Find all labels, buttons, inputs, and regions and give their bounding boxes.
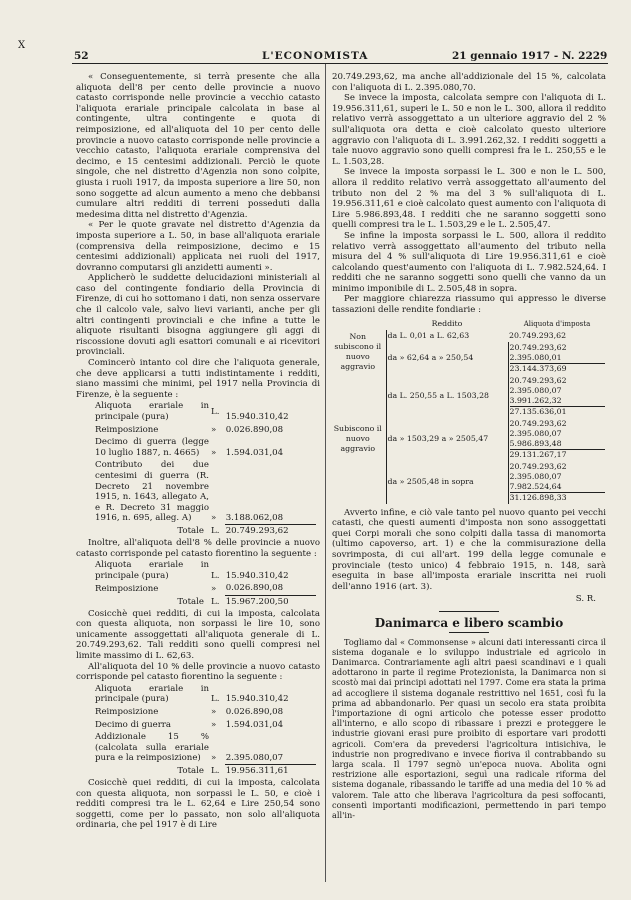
- article-title: Danimarca e libero scambio: [374, 616, 564, 630]
- section-divider: [439, 611, 499, 612]
- table-row: Aliquota erariale in principale (pura) L. 15.940.310,42: [95, 683, 289, 705]
- table-row: Subiscono il nuovo aggravio da L. 250,55 a L. 1503,28 20.749.293,62 2.395.080,07 3.991.262,32 27.135.636,01: [332, 375, 606, 418]
- summary-table: [332, 318, 606, 504]
- paragraph: Comincerò intanto col dire che l'aliquota generale, che deve applicarsi a tutti indistintamente i redditi, siano massimi che minimi, pel 1917 nella Provincia di Firenze, è la seguente :: [76, 358, 320, 400]
- paragraph: Se invece la imposta, calcolata sempre con l'aliquota di L. 19.956.311,61, superi le L. 50 e non le L. 300, allora il reddito relativo verrà assoggettato a un ulteriore aggravio del 2 % sull'aliquota ora detta e cioè calcolato questo ulteriore aggravio con l'aliquota di L. 3.991.262,32. I redditi soggetti a tale nuovo aggravio sono quelli compresi fra le L. 250,55 e le L. 1.503,28.: [332, 93, 606, 167]
- group-label: Non subiscono il nuovo aggravio: [332, 330, 386, 375]
- table-row: Reimposizione » 0.026.890,08: [95, 424, 284, 435]
- paragraph: « Per le quote gravate nel distretto d'Agenzia da imposta superiore a L. 50, in base all'aliquota erariale (comprensiva della reimposizione, decimo e 15 centesimi addizionali) applicata nei ruoli del 1917, dovranno computarsi gli anzidetti aumenti ».: [76, 220, 320, 273]
- journal-title: L'ECONOMISTA: [262, 50, 369, 62]
- title-rule: [449, 632, 489, 633]
- aliquota-table-2: [94, 559, 316, 608]
- paragraph: Avverto infine, e ciò vale tanto pel nuovo quanto pei vecchi catasti, che questi aumenti d'imposta non sono assoggettati quei Corpi morali che sono colpiti dalla tassa di manomorta (ultimo capoverso, art. 1) e che la commisurazione della sovrimposta, di cui all'art. 199 della legge comunale e provinciale (testo unico) 4 febbraio 1915, n. 148, sarà eseguita in base all'imposta erariale inscritta nei ruoli dell'anno 1916 (art. 3).: [332, 507, 606, 592]
- aliquota-table-3: [94, 683, 316, 778]
- header-rule: [72, 63, 608, 64]
- table-row: da » 62,64 a » 250,54 20.749.293,62 2.395.080,01 23.144.373,69: [332, 342, 606, 375]
- table-row: Contributo dei due centesimi di guerra (R. Decreto 21 novembre 1915, n. 1643, allegato A, e R. Decreto 31 maggio 1916, n. 695, alleg. A) » 3.188.062,08: [94, 459, 316, 525]
- table-row: Decimo di guerra » 1.594.031,04: [95, 719, 284, 730]
- paragraph: All'aliquota del 10 % delle provincie a nuovo catasto corrisponde pel catasto fiorentino la seguente :: [76, 661, 320, 683]
- paragraph: Applicherò le suddette delucidazioni ministeriali al caso del contingente fondiario della Provincia di Firenze, di cui ho sottomano i dati, non senza osservare che il calcolo vale, salvo lievi varianti, anche per gli altri contingenti provinciali e che infine a tutte le aliquote risultanti bisogna aggiungere gli aggi di riscossione dovuti agli esattori comunali e ai ricevitori provinciali.: [76, 273, 320, 358]
- paragraph: Cosicchè quei redditi, di cui la imposta, calcolata con questa aliquota, non sorpassi le L. 50, e cioè i redditi compresi tra le L. 62,64 e Lire 250,54 sono soggetti, come per lo passato, non solo all'aliquota ordinaria, che pel 1917 è di Lire: [76, 778, 320, 831]
- paragraph: « Conseguentemente, si terrà presente che alla aliquota dell'8 per cento delle provincie a nuovo catasto corrisponde nelle provincie a vecchio catasto l'aliquota erariale principale calcolata in base al contingente, ultra contingente e quota di reimposizione, ed all'aliquota del 10 per cento delle provincie a nuovo catasto corrisponde nelle provincie a vecchio catasto, l'aliquota erariale comprensiva del decimo, e 15 centesimi addizionali. Perciò le quote singole, che nel distretto d'Agenzia non sono colpite, giusta i ruoli 1917, da imposta superiore a lire 50, non sono soggette ad alcun aumento a meno che debbansi cumulare altri redditi di terreni posseduti dalla medesima ditta nel distretto d'Agenzia.: [76, 72, 320, 220]
- page-number: 52: [74, 50, 89, 62]
- total-row: Totale L. 20.749.293,62: [177, 526, 289, 537]
- table-row: da » 2505,48 in sopra 20.749.293,62 2.395.080,07 7.982.524,64 31.126.898,33: [332, 461, 606, 504]
- paragraph: Togliamo dal « Commonsense » alcuni dati interessanti circa il sistema doganale e lo sviluppo industriale ed agricolo in Danimarca. Contrariamente agli altri paesi scandinavi e i quali adottarono in parte il regime Protezionista, la Danimarca non si scostò mai dai principi adottati nel 1797. Come era stata la prima ad accogliere il sistema doganale restrittivo nel 1651, così fu la prima ad abbandonarlo. Per quasi un secolo era stata proibita l'importazione di ogni articolo che potesse esser prodotto all'interno, e allo scopo di ribassare i prezzi e proteggere le industrie giovani erasi pure proibito di esportare vari prodotti agricoli. Com'era da prevedersi l'agricoltura intisichiva, le industrie non progredivano e invece fioriva il contrabbando su larga scala. Il 1797 segnò un'epoca nuova. Abolita ogni restrizione alle esportazioni, seguì una radicale riforma del sistema doganale, ribassando le tariffe ad una media del 10 % ad valorem. Tale atto che liberava l'agricoltura da pesi soffocanti, consentì importanti modificazioni, permettendo in pari tempo all'in-: [332, 636, 606, 821]
- right-column: [332, 72, 606, 820]
- page-header: [0, 4, 631, 62]
- paragraph: Se infine la imposta sorpassi le L. 500, allora il reddito relativo verrà assoggettato all'aumento del tributo nella misura del 4 % sull'aliquota di Lire 19.956.311,61 e cioè calcolando quest'aumento con l'aliquota di L. 7.982.524,64. I redditi che ne saranno soggetti sono quelli che vanno da un minimo imponibile di L. 2.505,48 in sopra.: [332, 230, 606, 294]
- table-row: Reimposizione » 0.026.890,08: [94, 582, 316, 595]
- table-row: Aliquota erariale in principale (pura) L. 15.940.310,42: [95, 401, 289, 422]
- group-label: Subiscono il nuovo aggravio: [332, 375, 386, 504]
- table-row: da » 1503,29 a » 2505,47 20.749.293,62 2.395.080,07 5.986.893,48 29.131.267,17: [332, 418, 606, 461]
- table-row: Decimo di guerra (legge 10 luglio 1887, n. 4665) » 1.594.031,04: [95, 437, 284, 458]
- column-divider: [325, 64, 326, 882]
- left-column: [76, 72, 320, 831]
- table-row: Non subiscono il nuovo aggravio da L. 0,01 a L. 62,63 20.749.293,62: [332, 330, 606, 342]
- paragraph: Cosicchè quei redditi, di cui la imposta, calcolata con questa aliquota, non sorpassi le lire 10, sono unicamente assoggettati all'aliquota generale di L. 20.749.293,62. Tali redditi sono quelli compresi nel limite massimo di L. 62,63.: [76, 608, 320, 661]
- aliquota-table-1: [94, 400, 316, 538]
- margin-mark: X: [18, 40, 26, 51]
- paragraph: Inoltre, all'aliquota dell'8 % delle provincie a nuovo catasto corrisponde pel catasto fiorentino la seguente :: [76, 538, 320, 559]
- table-row: Reimposizione » 0.026.890,08: [95, 706, 284, 717]
- issue-date: 21 gennaio 1917 - N. 2229: [452, 50, 608, 62]
- paragraph: Per maggiore chiarezza riassumo qui appresso le diverse tassazioni delle rendite fondiarie :: [332, 294, 606, 316]
- total-row: Totale L. 15.967.200,50: [177, 596, 289, 607]
- total-row: Totale L. 19.956.311,61: [177, 766, 289, 777]
- table-row: Aliquota erariale in principale (pura) L. 15.940.310,42: [95, 560, 289, 581]
- paragraph: Se invece la imposta sorpassi le L. 300 e non le L. 500, allora il reddito relativo verrà assoggettato all'aumento del tributo non del 2 % ma del 3 % sull'aliquota di L. 19.956.311,61 e cioè calcolato quest aumento con l'aliquota di Lire 5.986.893,48. I redditi che ne saranno soggetti sono quelli compresi tra le L. 1.503,29 e le L. 2.505,47.: [332, 167, 606, 231]
- paragraph: 20.749.293,62, ma anche all'addizionale del 15 %, calcolata con l'aliquota di L. 2.395.080,70.: [332, 72, 606, 93]
- signature: S. R.: [575, 594, 596, 605]
- table-header: Reddito Aliquota d'imposta: [431, 318, 591, 328]
- table-row: Addizionale 15 % (calcolata sulla erariale pura e la reimposizione) » 2.395.080,07: [94, 731, 316, 765]
